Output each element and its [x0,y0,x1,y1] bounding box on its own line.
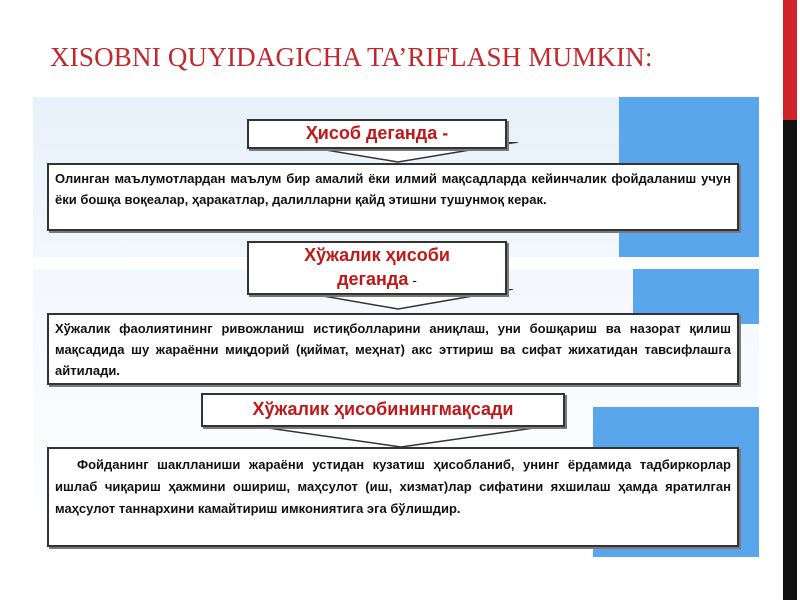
box1-heading-text: Ҳисоб деганда - [305,123,449,143]
box3-heading-text: Хўжалик ҳисобинингмақсади [252,399,514,419]
box2-body [47,313,739,385]
box3-heading [201,393,565,427]
box2-heading-line1: Хўжалик ҳисоби [304,245,450,265]
box1-body [47,163,739,231]
box1-body-text: Олинган маълумотлардан маълум бир амалий ёки илмий мақсадларда кейинчалик фойдаланиш учун ёки бошқа воқеалар, ҳаракатлар, далилларни қайд этишни тушунмоқ керак. [55,171,731,207]
box2-heading-line2-wrap [249,267,505,292]
box2-body-text: Хўжалик фаолиятининг ривожланиш истиқболларини аниқлаш, уни бошқариш ва назорат қилиш мақсадида шу жараённи миқдорий (қиймат, меҳнат) акс эттириш ва сифат жихатидан тавсифлашга айтилади. [55,321,731,378]
box1-heading [247,119,507,149]
accent-bar-red [783,0,797,120]
box3-body [47,447,739,547]
diagram-panel [33,97,759,557]
box2-heading-suffix: - [408,272,417,288]
box3-body-text: Фойданинг шаклланиши жараёни устидан кузатиш ҳисобланиб, унинг ёрдамида тадбиркорлар ишлаб чиқариш ҳажмини ошириш, маҳсулот (иш, хизмат)лар сифатини яхшилаш ҳамда яратилган маҳсулот таннархини камайтириш имкониятига эга бўлишдир. [55,457,731,516]
slide-title: XISOBNI QUYIDAGICHA TA’RIFLASH MUMKIN: [50,42,653,72]
box2-heading [247,241,507,295]
accent-bar-black [783,120,797,600]
arrow-down-3 [261,427,541,449]
box2-heading-line2: деганда [337,269,409,289]
